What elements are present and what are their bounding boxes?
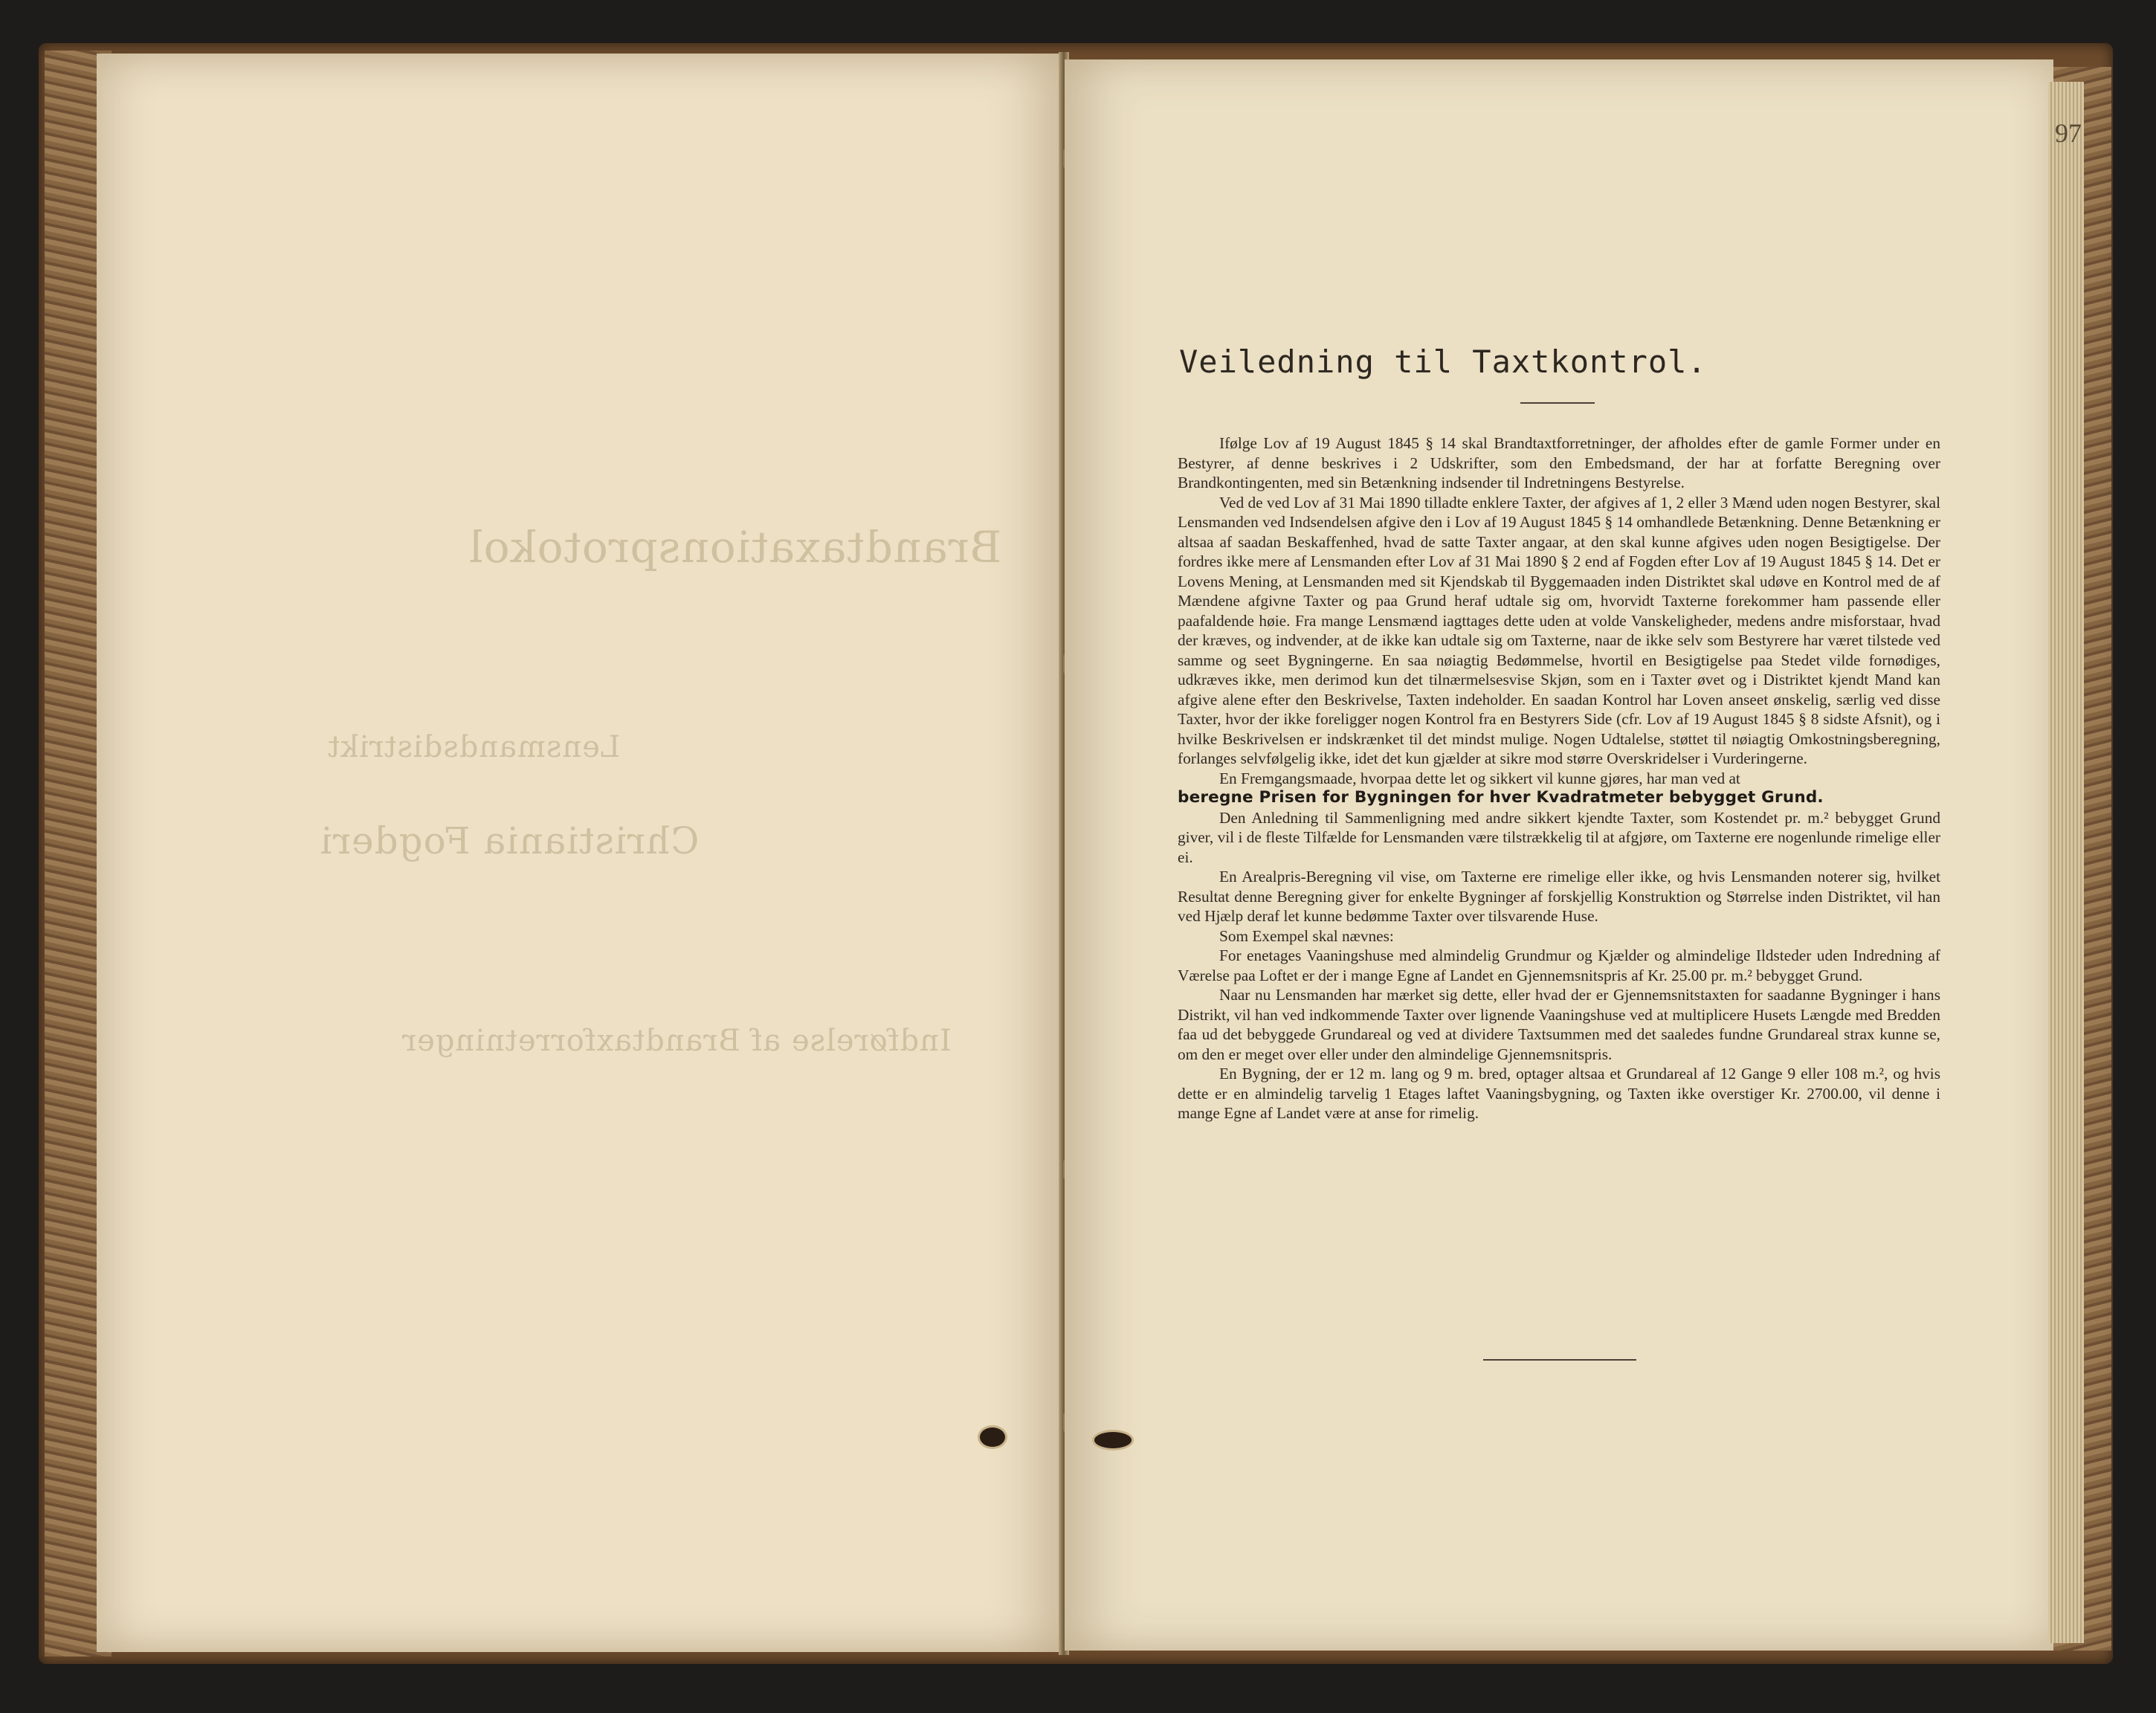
show-through-title: Brandtaxationsprotokol	[468, 522, 1002, 572]
paragraph: For enetages Vaaningshuse med almindelig Grundmur og Kjælder og almindelige Ildsteder uden Indredning af Værelse paa Loftet er der i mange Egne af Landet en Gjennemsnitspris af Kr. 25.00 pr. m.² bebygget Grund.	[1178, 946, 1940, 984]
paragraph: En Arealpris-Beregning vil vise, om Taxterne ere rimelige eller ikke, og hvis Lensmanden noterer sig, hvilket Resultat denne Beregning giver for enkelte Bygninger af forskjellig Konstruktion og Størrelse inden Distriktet, vil han ved Hjælp deraf let kunne bedømme Taxter over tilsvarende Huse.	[1178, 868, 1940, 925]
page-heading: Veiledning til Taxtkontrol.	[1179, 343, 1707, 380]
emphasized-rule: beregne Prisen for Bygningen for hver Kvadratmeter bebygget Grund.	[1178, 788, 1824, 807]
closing-divider	[1483, 1359, 1636, 1361]
left-page	[97, 54, 1063, 1652]
paragraph: Naar nu Lensmanden har mærket sig dette, eller hvad der er Gjennemsnitstaxten for saadanne Bygninger i hans Distrikt, vil han ved indkommende Taxter over lignende Vaaningshuse ved at multiplicere Husets Længde med Bredden faa ud det bebyggede Grundareal og ved at dividere Taxtsummen med det saaledes fundne Grundareal strax kunne se, om den er meget over eller under den almindelige Gjennemsnitspris.	[1178, 986, 1940, 1063]
show-through-line: Indførelse af Brandtaxforretninger	[401, 1024, 952, 1058]
paragraph: Ifølge Lov af 19 August 1845 § 14 skal Brandtaxtforretninger, der afholdes efter de gamle Former under en Bestyrer, af denne beskrives i 2 Udskrifter, som den Embedsmand, der har at forfatte Beregning over Brandkontingenten, med sin Betænkning indsender til Indretningens Bestyrelse.	[1178, 434, 1940, 491]
show-through-line: Christiania Fogderi	[320, 819, 700, 862]
instruction-text	[1178, 433, 1940, 1123]
damage-hole	[980, 1428, 1005, 1447]
paragraph: En Fremgangsmaade, hvorpaa dette let og sikkert vil kunne gjøres, har man ved at	[1219, 769, 1740, 787]
paragraph: Den Anledning til Sammenligning med andre sikkert kjendte Taxter, som Kostendet pr. m.² bebygget Grund giver, vil i de fleste Tilfælde for Lensmanden være tilstrækkelig til at afgjøre, om Taxterne ere nogenlunde rimelige eller ei.	[1178, 808, 1940, 866]
damage-hole	[1094, 1432, 1132, 1448]
page-number: 97	[2055, 118, 2082, 148]
show-through-line: Lensmandsdistrikt	[327, 730, 621, 764]
paragraph: Ved de ved Lov af 31 Mai 1890 tilladte enklere Taxter, der afgives af 1, 2 eller 3 Mænd uden nogen Bestyrer, skal Lensmanden ved Indsendelsen afgive den i Lov af 19 August 1845 § 14 omhandlede Betænkning. Denne Betænkning er altsaa af saadan Beskaffenhed, hvad de satte Taxter angaar, at den skal kunne afgives uden nogen Besigtigelse. Der fordres ikke mere af Lensmanden efter Lov af 31 Mai 1890 § 2 end af Fogden efter Lov af 19 August 1845 § 14. Det er Lovens Mening, at Lensmanden med sit Kjendskab til Byggemaaden inden Distriktet skal udøve en Kontrol med de af Mændene afgivne Taxter og paa Grund heraf udtale sig om, hvorvidt Taxterne forekommer ham passende eller paafaldende høie. Fra mange Lensmænd iagttages dette uden at volde Vanskeligheder, medens andre misforstaar, hvad der kræves, og indvender, at de ikke kan udtale sig om Taxterne, naar de ikke selv som Bestyrere har været tilstede ved samme og seet Bygningerne. En saa nøiagtig Bedømmelse, hvortil en Besigtigelse paa Stedet vilde fornødiges, udkræves ikke, men derimod kun det tilnærmelsesvise Skjøn, som en i Taxter øvet og i Distriktet kjendt Mand kan afgive alene efter den Beskrivelse, Taxten indeholder. En saadan Kontrol har Loven anseet ønskelig, særlig ved disse Taxter, hvor der ikke foreligger nogen Kontrol fra en Bestyrers Side (cfr. Lov af 19 August 1845 § 8 sidste Afsnit), og i hvilke Beskrivelsen er indskrænket til det mindst mulige. Nogen Udtalelse, støttet til nøiagtig Omkostningsberegning, forlanges selvfølgelig ikke, idet det kun gjælder at sikre mod større Overskridelser i Vurderingerne.	[1178, 493, 1940, 767]
page-edges-stack	[2048, 82, 2084, 1643]
paragraph: En Bygning, der er 12 m. lang og 9 m. bred, optager altsaa et Grundareal af 12 Gange 9 eller 108 m.², og hvis dette er en almindelig tarvelig 1 Etages laftet Vaaningsbygning, og Taxten ikke overstiger Kr. 2700.00, vil denne i mange Egne af Landet være at anse for rimelig.	[1178, 1065, 1940, 1122]
paragraph: Som Exempel skal nævnes:	[1219, 926, 1394, 945]
heading-divider	[1520, 402, 1595, 404]
